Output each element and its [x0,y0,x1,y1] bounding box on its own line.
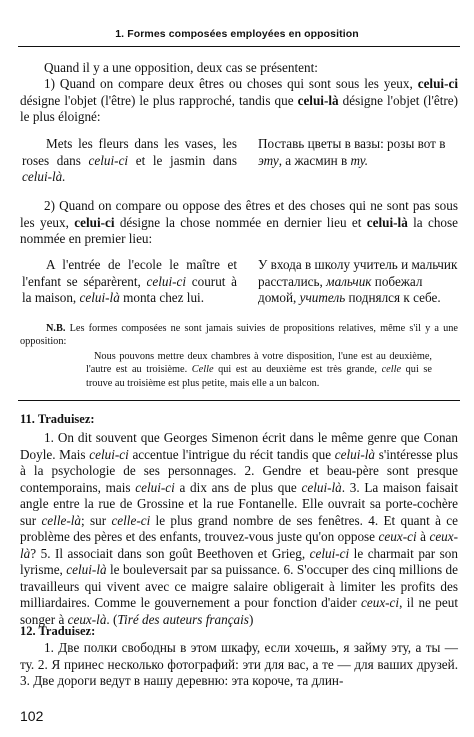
exercise-11-text: 1. On dit souvent que Georges Simenon écrit dans le même genre que Conan Doyle. Mais celui-ci accentue l'intrigue du récit tandis que celui-là s'intéresse plus à la psychologie de ses personnages. 2. Gendre et beau-père sont presque contemporains, mais celui-ci a dix ans de plus que celui-là. 3. La maison faisait angle entre la rue de Grossine et la rue Fontanelle. Elle ouvrait sa porte-cochère sur celle-là; sur celle-ci le plus grand nombre de ses fenêtres. 4. Et quant à ce problème des pères et des enfants, trouvez-vous juste qu'on oppose ceux-ci à ceux-là? 5. Il associait dans son goût Beethoven et Grieg, celui-ci le charmait par son lyrisme, celui-là le bouleversait par sa puissance. 6. S'occuper des cinq millions de travailleurs qui vivent avec ce maigre salaire obligerait à limiter les profits des milliardaires. Comme le gouvernement a pour fonction d'aider ceux-ci, il ne peut songer à ceux-là. (Tiré des auteurs français) [20,430,459,627]
example-1-russian: Поставь цветы в вазы: розы вот в эту, а жасмин в ту. [258,136,446,168]
exercise-12-text: 1. Две полки свободны в этом шкафу, если хочешь, я займу эту, а ты — ту. 2. Я принес несколько фотографий: эти для вас, а те — для ваших друзей. 3. Две дороги ведут в нашу деревню: эта короче, та длин- [20,640,458,688]
intro-line: Quand il y a une opposition, deux cas se présentent: [44,60,318,75]
nb-example: Nous pouvons mettre deux chambres à votre disposition, l'une est au deuxième, l'autre est au troisième. Celle qui est au deuxième est très grande, celle qui se trouve au troisième est plus petite, mais elle a un balcon. [86,351,432,389]
exercise-11-title: 11. Traduisez: [20,412,95,426]
rule-1: 1) Quand on compare deux êtres ou choses qui sont sous les yeux, celui-ci désigne l'objet (l'être) le plus rapproché, tandis que celui-là désigne l'objet (l'être) le plus éloigné: [20,76,458,124]
header-rule [18,46,460,47]
example-2-french: A l'entrée de l'ecole le maître et l'enfant se séparèrent, celui-ci courut à la maison, celui-là monta chez lui. [22,257,238,305]
nb-note: N.B. Les formes composées ne sont jamais suivies de propositions relatives, même s'il y a une opposition: [20,323,458,348]
running-title: 1. Formes composées employées en opposition [115,28,359,40]
rule-2: 2) Quand on compare ou oppose des êtres et des choses qui ne sont pas sous les yeux, celui-ci désigne la chose nommée en dernier lieu et celui-là la chose nommée en premier lieu: [20,198,458,246]
page-number: 102 [20,708,44,724]
example-2-russian: У входа в школу учитель и мальчик расстались, мальчик побежал домой, учитель поднялся к себе. [258,257,458,305]
example-1-french: Mets les fleurs dans les vases, les roses dans celui-ci et le jasmin dans celui-là. [22,136,237,184]
section-rule [18,400,460,401]
exercise-12-title: 12. Traduisez: [20,624,96,638]
